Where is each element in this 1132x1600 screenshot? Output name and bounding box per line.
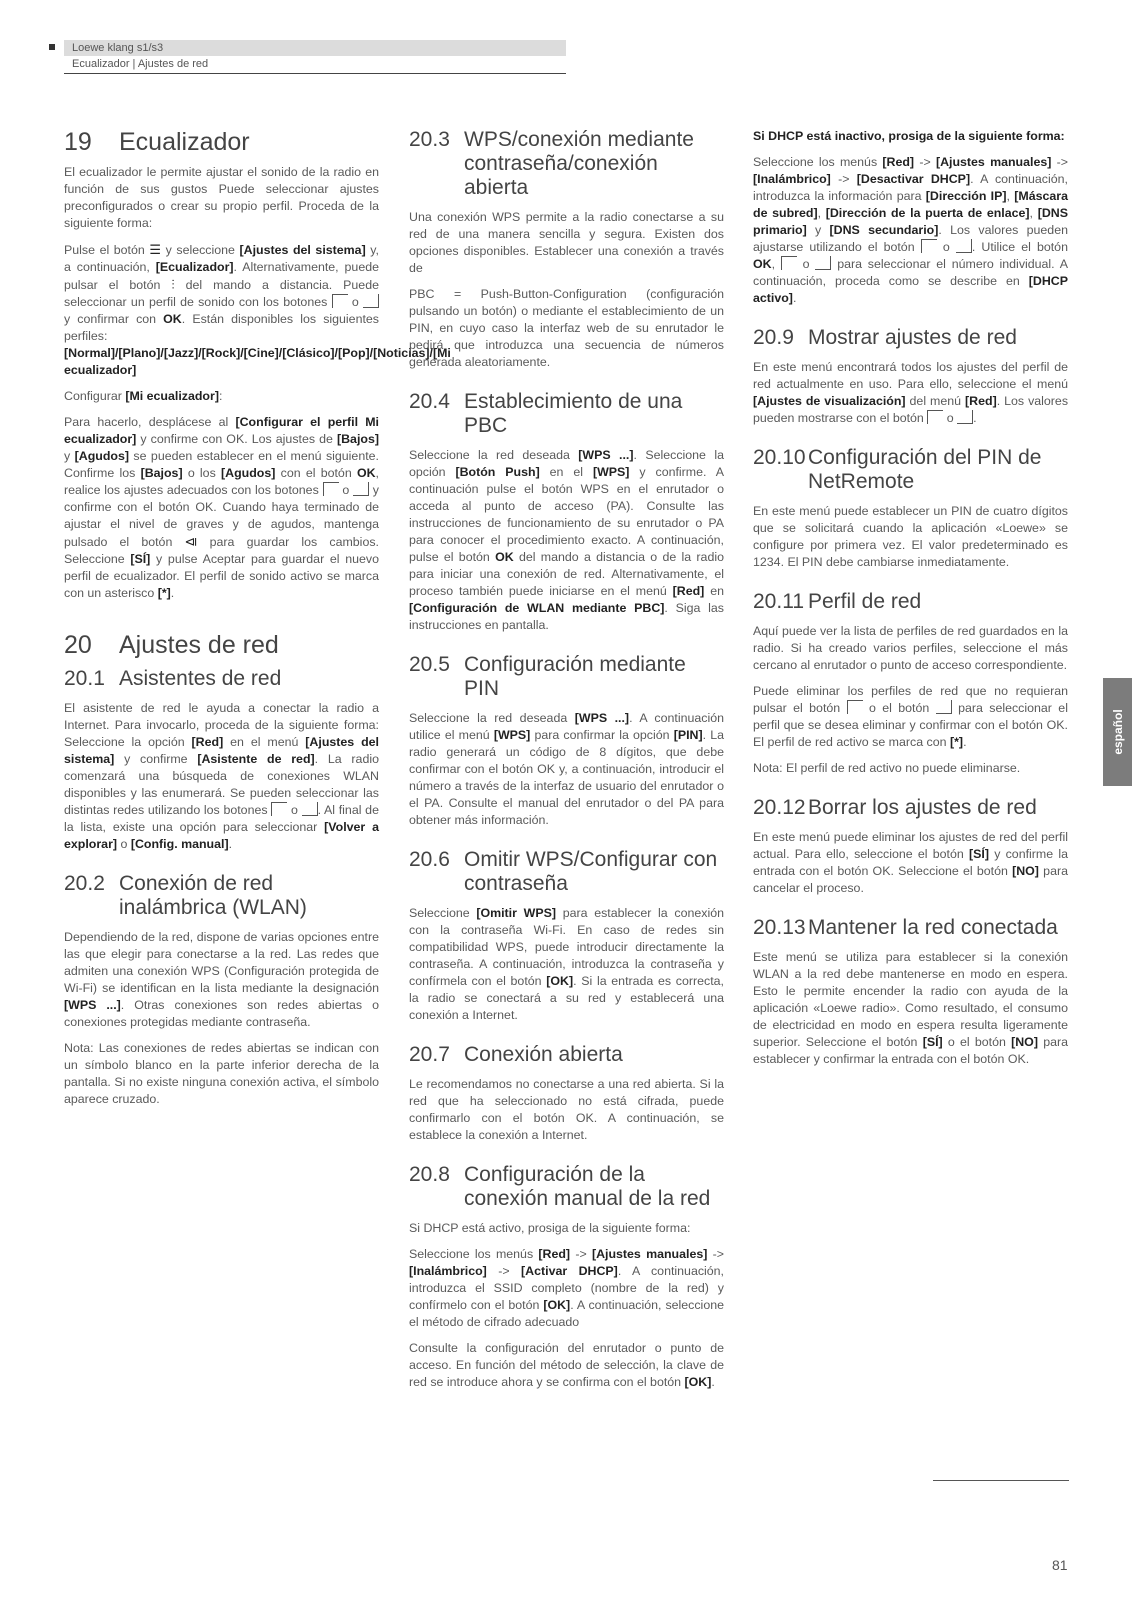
heading-20-10: 20.10 Configuración del PIN de NetRemote <box>753 446 1042 493</box>
heading-20-1: 20.1 Asistentes de red <box>64 667 282 690</box>
s20-8-key: Consulte la configuración del enrutador o punto de acceso. En función del método de selección, la clave de red se introduce ahora y se confirma con el botón [OK]. <box>409 1341 724 1389</box>
menu-icon: ☰ <box>149 242 162 257</box>
equalizer-icon: ⫶ <box>171 277 175 292</box>
s19-instructions: Pulse el botón ☰ y seleccione [Ajustes del sistema] y, a continuación, [Ecualizador]. Alternativamente, puede pulsar el botón ⫶ del mando a distancia. Puede seleccionar un perfil de sonido con los botones o y confirmar con OK. Están disponibles los siguientes perfiles: [Normal]/[Plano]/[Jazz]/[Rock]/[Cine]/[Clásico]/[Pop]/[Noticias]/[Mi ecualizador] <box>64 242 451 377</box>
s20-8-text: Seleccione los menús [Red] -> [Ajustes manuales] -> [Inalámbrico] -> [Activar DHCP]. A continuación, introduzca el SSID completo (nombre de la red) y confírmelo con el botón [OK]. A continuación, seleccione el método de cifrado adecuado <box>409 1247 725 1329</box>
s20-11-note: Nota: El perfil de red activo no puede eliminarse. <box>753 761 1021 775</box>
heading-20: 20 Ajustes de red <box>64 631 279 659</box>
heading-20-3: 20.3 WPS/conexión mediante contraseña/conexión abierta <box>409 128 694 199</box>
s20-12-text: En este menú puede eliminar los ajustes de red del perfil actual. Para ello, seleccione el botón [SÍ] y confirme la entrada con el botón OK. Seleccione el botón [NO] para cancelar el proceso. <box>753 830 1068 895</box>
up-button-icon <box>781 256 797 270</box>
dhcp-off-heading: Si DHCP está inactivo, prosiga de la siguiente forma: <box>753 129 1065 143</box>
up-button-icon <box>271 802 287 816</box>
heading-20-8: 20.8 Configuración de la conexión manual de la red <box>409 1163 711 1210</box>
s20-11-delete: Puede eliminar los perfiles de red que no requieran pulsar el botón o el botón para seleccionar el perfil que se desea eliminar y confirmar con el botón OK. El perfil de red activo se marca con [*]. <box>753 684 1068 749</box>
down-button-icon <box>957 410 973 424</box>
page-number: 81 <box>1052 1557 1068 1573</box>
s20-6-text: Seleccione [Omitir WPS] para establecer la conexión con la contraseña Wi-Fi. En caso de redes sin compatibilidad WPS, puede introducir directamente la contraseña. A continuación, introduzca la contraseña y confírmela con el botón [OK]. Si la entrada es correcta, la radio se conectará a su red y establecerá una conexión a Internet. <box>409 906 724 1022</box>
heading-20-9: 20.9 Mostrar ajustes de red <box>753 326 1017 349</box>
header-section: Ecualizador | Ajustes de red <box>72 58 209 70</box>
header-rule <box>64 73 566 74</box>
heading-20-12: 20.12 Borrar los ajustes de red <box>753 796 1037 819</box>
header-bullet <box>49 44 55 50</box>
up-button-icon <box>927 410 943 424</box>
s20-8-dhcp-active: Si DHCP está activo, prosiga de la siguiente forma: <box>409 1221 691 1235</box>
down-button-icon <box>936 700 952 714</box>
heading-20-5: 20.5 Configuración mediante PIN <box>409 653 686 700</box>
heading-20-7: 20.7 Conexión abierta <box>409 1043 623 1066</box>
down-button-icon <box>363 294 379 308</box>
s20-4-text: Seleccione la red deseada [WPS ...]. Seleccione la opción [Botón Push] en el [WPS] y confirme. A continuación pulse el botón WPS en el enrutador o acceda al punto de acceso (PA). Consulte las instrucciones de funcionamiento de su enrutador o PA para conocer el procedimiento exacto. A continuación, pulse el botón OK del mando a distancia o de la radio para iniciar una conexión de red. Alternativamente, el proceso también puede iniciarse en el menú [Red] en [Configuración de WLAN mediante PBC]. Siga las instrucciones en pantalla. <box>409 448 724 632</box>
column-1 <box>64 128 451 1117</box>
column-2 <box>409 128 724 1400</box>
heading-20-2: 20.2 Conexión de red inalámbrica (WLAN) <box>64 872 307 919</box>
footer-rule <box>933 1480 1069 1481</box>
s20-3-pbc: PBC = Push-Button-Configuration (configuración pulsando un botón) o mediante el establecimiento de un PIN, en cuyo caso la interfaz web de su enrutador le pedirá que introduzca una secuencia de números generada aleatoriamente. <box>409 287 724 369</box>
s19-details: Para hacerlo, desplácese al [Configurar el perfil Mi ecualizador] y confirme con OK. Los ajustes de [Bajos] y [Agudos] se pueden establecer en el menú siguiente. Confirme los [Bajos] o los [Agudos] con el botón OK, realice los ajustes adecuados con los botones o y confirme con el botón OK. Cuando haya terminado de ajustar el nivel de graves y de agudos, mantenga pulsado el botón ⧏ para guardar los cambios. Seleccione [SÍ] y pulse Aceptar para guardar el nuevo perfil de ecualizador. El perfil de sonido activo se marca con un asterisco [*]. <box>64 415 380 600</box>
header-product: Loewe klang s1/s3 <box>64 40 566 56</box>
heading-20-13: 20.13 Mantener la red conectada <box>753 916 1058 939</box>
down-button-icon <box>956 239 972 253</box>
s19-config: Configurar [Mi ecualizador]: <box>64 389 223 403</box>
s20-2-text: Dependiendo de la red, dispone de varias opciones entre las que elegir para conectarse a la red. Las redes que admiten una conexión WPS (Configuración protegida de Wi-Fi) se identifican en la lista mediante la designación [WPS ...]. Otras conexiones son redes abiertas o conexiones protegidas mediante contraseña. <box>64 930 379 1029</box>
column-3 <box>753 128 1068 1077</box>
up-button-icon <box>921 239 937 253</box>
heading-19: 19 Ecualizador <box>64 128 250 156</box>
s20-5-text: Seleccione la red deseada [WPS ...]. A continuación utilice el menú [WPS] para confirmar la opción [PIN]. La radio generará un código de 8 dígitos, que debe confirmar con el botón OK y, a continuación, introducir el número a través de la interfaz de usuario del enrutador o el PA. Consulte el manual del enrutador o del PA para obtener más información. <box>409 711 725 827</box>
s19-intro: El ecualizador le permite ajustar el sonido de la radio en función de sus gustos Puede seleccionar ajustes preconfigurados o crear su propio perfil. Proceda de la siguiente forma: <box>64 165 379 230</box>
up-button-icon <box>323 482 339 496</box>
up-button-icon <box>332 294 348 308</box>
s20-7-text: Le recomendamos no conectarse a una red abierta. Si la red que ha seleccionado no está cifrada, puede confirmarlo con el botón OK. A continuación, se establece la conexión a Internet. <box>409 1077 724 1142</box>
heading-20-6: 20.6 Omitir WPS/Configurar con contraseña <box>409 848 718 895</box>
language-tab: español <box>1103 678 1132 786</box>
down-button-icon <box>302 802 318 816</box>
heading-20-11: 20.11 Perfil de red <box>753 590 922 613</box>
s20-2-note: Nota: Las conexiones de redes abiertas se indican con un símbolo blanco en la parte inferior derecha de la pantalla. Si no existe ninguna conexión activa, el símbolo aparece cruzado. <box>64 1041 379 1106</box>
up-button-icon <box>847 700 863 714</box>
s20-13-text: Este menú se utiliza para establecer si la conexión WLAN a la red debe mantenerse en modo en espera. Esto le permite encender la radio con ayuda de la aplicación «Loewe radio». Como resultado, el consumo de electricidad en modo en espera resulta ligeramente superior. Seleccione el botón [SÍ] o el botón [NO] para establecer y confirmar la entrada con el botón OK. <box>753 950 1068 1066</box>
s20-10-text: En este menú puede establecer un PIN de cuatro dígitos que se solicitará cuando la aplicación «Loewe» se configure por primera vez. El valor predeterminado es 1234. El PIN debe cambiarse inmediatamente. <box>753 504 1068 569</box>
dhcp-off-text: Seleccione los menús [Red] -> [Ajustes manuales] -> [Inalámbrico] -> [Desactivar DHCP]. A continuación, introduzca la información para [Dirección IP], [Máscara de subred], [Dirección de la puerta de enlace], [DNS primario] y [DNS secundario]. Los valores pueden ajustarse utilizando el botón o . Utilice el botón OK, o para seleccionar el número individual. A continuación, proceda como se describe en [DHCP activo]. <box>753 155 1069 305</box>
s20-1-text: El asistente de red le ayuda a conectar la radio a Internet. Para invocarlo, proceda de la siguiente forma: Seleccione la opción [Red] en el menú [Ajustes del sistema] y confirme [Asistente de red]. La radio comenzará una búsqueda de conexiones WLAN disponibles y las enumerará. Se pueden seleccionar las distintas redes utilizando los botones o . Al final de la lista, existe una opción para seleccionar [Volver a explorar] o [Config. manual]. <box>64 701 379 851</box>
down-button-icon <box>815 256 831 270</box>
down-button-icon <box>353 482 369 496</box>
s20-3-text: Una conexión WPS permite a la radio conectarse a su red de una manera sencilla y segura. Existen dos opciones disponibles. Establecer una conexión a través de <box>409 210 724 275</box>
s20-11-text: Aquí puede ver la lista de perfiles de red guardados en la radio. Si ha creado varios perfiles, seleccione el más cercano al enrutador o punto de acceso correspondiente. <box>753 624 1068 672</box>
s20-9-text: En este menú encontrará todos los ajustes del perfil de red actualmente en uso. Para ello, seleccione el menú [Ajustes de visualización] del menú [Red]. Los valores pueden mostrarse con el botón o . <box>753 360 1069 425</box>
heading-20-4: 20.4 Establecimiento de una PBC <box>409 390 683 437</box>
back-icon: ⧏ <box>184 534 198 549</box>
